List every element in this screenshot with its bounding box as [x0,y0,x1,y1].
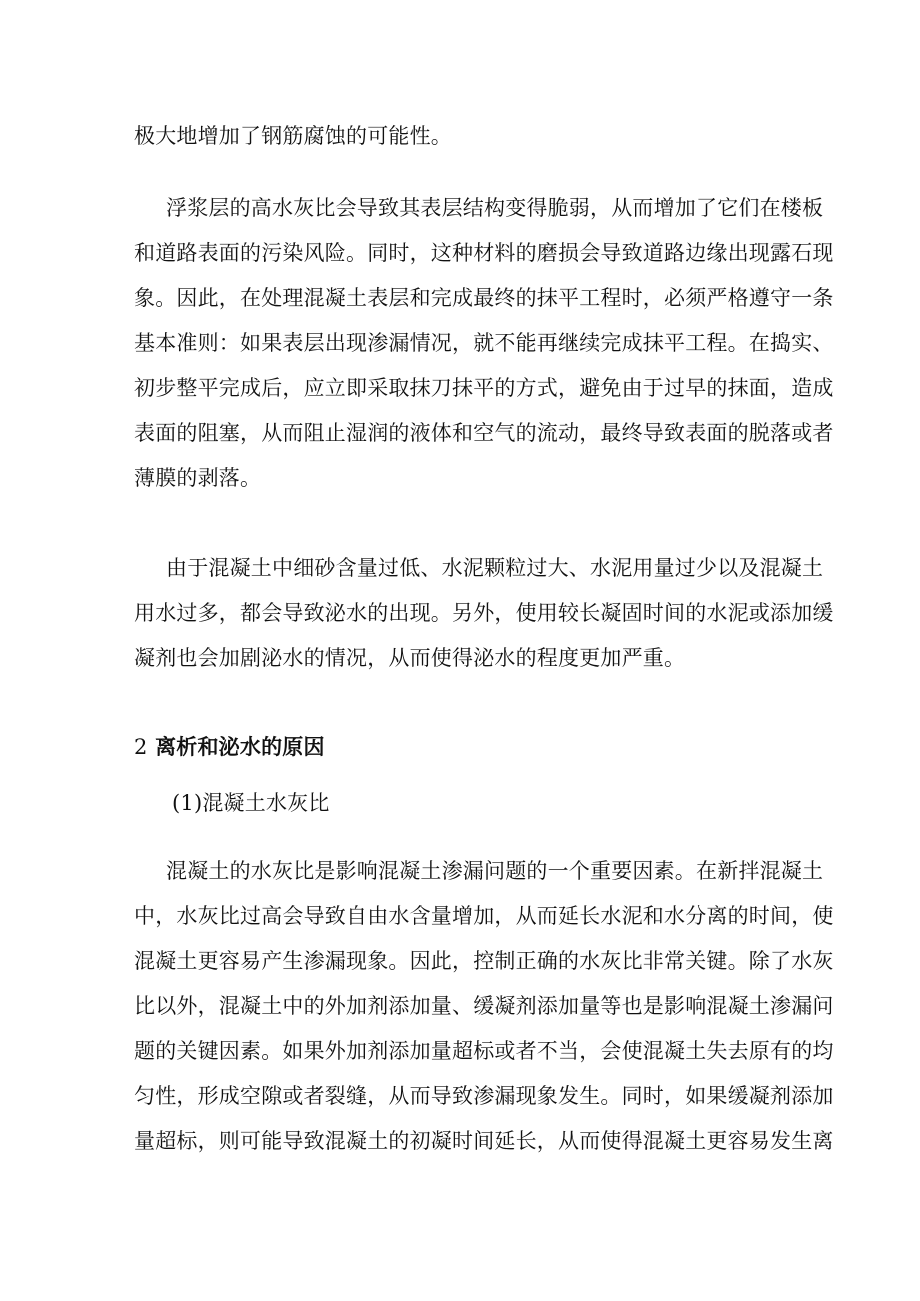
section-heading [134,735,325,759]
subheading-title: 混凝土水灰比 [202,791,330,815]
paragraph-1-line-1: 极大地增加了钢筋腐蚀的可能性。 [134,124,452,148]
paragraph-2-line-2: 和道路表面的污染风险。同时，这种材料的磨损会导致道路边缘出现露石现 [134,241,834,265]
section-number: 2 [134,735,148,759]
paragraph-2-line-3: 象。因此，在处理混凝土表层和完成最终的抹平工程时，必须严格遵守一条 [134,286,834,310]
subheading [172,791,330,815]
paragraph-4-line-4: 比以外，混凝土中的外加剂添加量、缓凝剂添加量等也是影响混凝土渗漏问 [134,994,834,1018]
paragraph-3-line-3: 凝剂也会加剧泌水的情况，从而使得泌水的程度更加严重。 [134,646,686,670]
paragraph-4-line-3: 混凝土更容易产生渗漏现象。因此，控制正确的水灰比非常关键。除了水灰 [134,949,834,973]
subheading-marker: (1) [172,791,203,815]
paragraph-2-line-5: 初步整平完成后，应立即采取抹刀抹平的方式，避免由于过早的抹面，造成 [134,376,834,400]
paragraph-3-line-2: 用水过多，都会导致泌水的出现。另外，使用较长凝固时间的水泥或添加缓 [134,601,834,625]
paragraph-4-line-1: 混凝土的水灰比是影响混凝土渗漏问题的一个重要因素。在新拌混凝土 [166,859,824,883]
paragraph-4-line-5: 题的关键因素。如果外加剂添加量超标或者不当，会使混凝土失去原有的均 [134,1039,834,1063]
paragraph-4-line-7: 量超标，则可能导致混凝土的初凝时间延长，从而使得混凝土更容易发生离 [134,1129,834,1153]
paragraph-2-line-6: 表面的阻塞，从而阻止湿润的液体和空气的流动，最终导致表面的脱落或者 [134,421,834,445]
paragraph-2-line-7: 薄膜的剥落。 [134,466,262,490]
paragraph-2-line-1: 浮浆层的高水灰比会导致其表层结构变得脆弱，从而增加了它们在楼板 [166,196,824,220]
paragraph-4-line-6: 匀性，形成空隙或者裂缝，从而导致渗漏现象发生。同时，如果缓凝剂添加 [134,1084,834,1108]
section-title: 离析和泌水的原因 [155,735,325,759]
paragraph-4-line-2: 中，水灰比过高会导致自由水含量增加，从而延长水泥和水分离的时间，使 [134,904,834,928]
paragraph-2-line-4: 基本准则：如果表层出现渗漏情况，就不能再继续完成抹平工程。在捣实、 [134,331,834,355]
paragraph-3-line-1: 由于混凝土中细砂含量过低、水泥颗粒过大、水泥用量过少以及混凝土 [166,556,824,580]
